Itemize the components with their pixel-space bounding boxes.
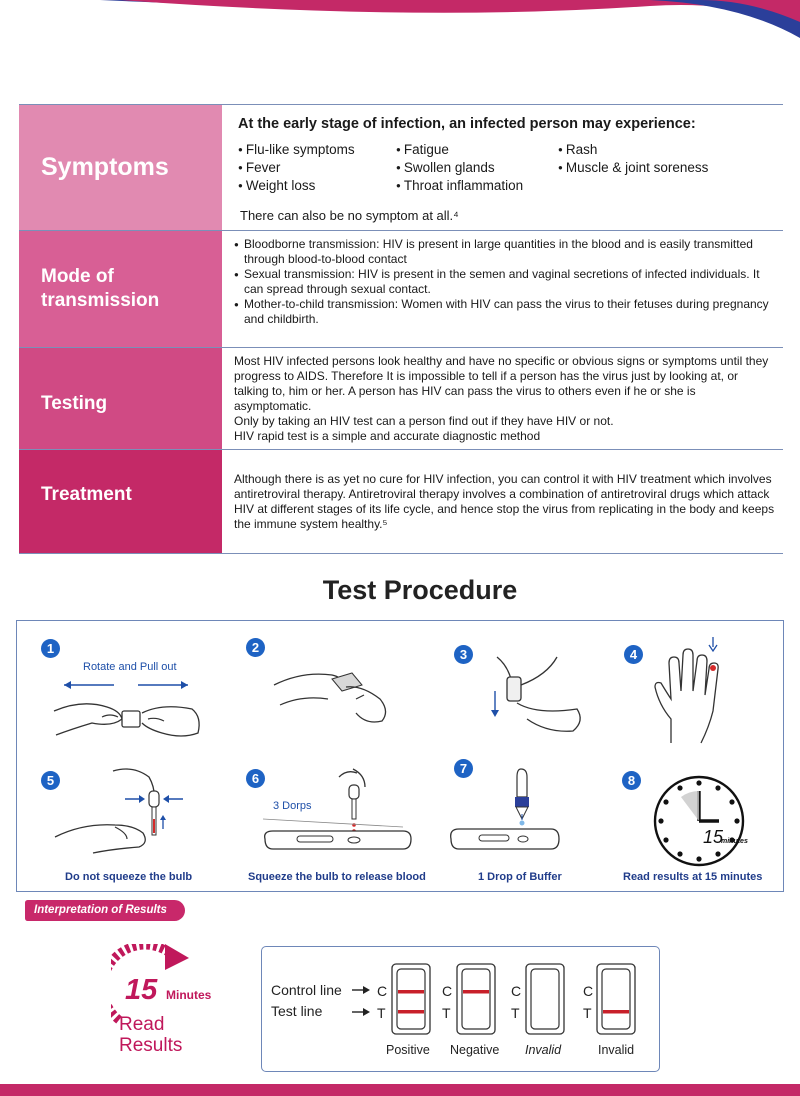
symptom-item: ● Fatigue — [396, 141, 558, 158]
c-letter: C — [377, 983, 388, 999]
step7-buffer-illustration — [445, 767, 565, 859]
c-letter: C — [583, 983, 594, 999]
step-number: 7 — [454, 759, 473, 778]
step-number: 1 — [41, 639, 60, 658]
clock-number: 15 — [703, 827, 724, 847]
invalid-cassette — [525, 963, 565, 1035]
step-number: 4 — [624, 645, 643, 664]
symptoms-footnote: There can also be no symptom at all.⁴ — [240, 208, 459, 223]
treatment-row — [19, 450, 783, 554]
c-letter: C — [442, 983, 453, 999]
step6-apply-blood-illustration — [253, 767, 413, 859]
testing-body — [222, 348, 783, 449]
step1-rotate-pull-illustration — [52, 673, 212, 745]
read-minutes-number: 15 — [125, 974, 158, 1006]
testing-row — [19, 348, 783, 450]
step-number: 5 — [41, 771, 60, 790]
step1-label: Rotate and Pull out — [83, 661, 177, 673]
symptom-item: ● Throat inflammation — [396, 177, 558, 194]
pointer-arrows — [350, 983, 374, 1023]
negative-cassette — [456, 963, 496, 1035]
symptoms-body — [222, 105, 783, 230]
symptoms-row — [19, 105, 783, 231]
mode-label-line2: transmission — [41, 290, 160, 311]
t-letter: T — [377, 1005, 386, 1021]
result-caption-invalid: Invalid — [525, 1043, 562, 1057]
procedure-title: Test Procedure — [322, 575, 518, 605]
testing-label: Testing — [19, 348, 222, 449]
mode-bullet: ● Mother-to-child transmission: Women with HIV can pass the virus to their fetuses during pregnancy and childbirth. — [234, 297, 775, 327]
read-text-line2: Results — [119, 1035, 183, 1056]
c-letter: C — [511, 983, 522, 999]
clock-unit: minutes — [721, 838, 748, 845]
symptoms-label: Symptoms — [19, 105, 222, 230]
mode-bullet: ● Bloodborne transmission: HIV is present in large quantities in the blood and is easily transmitted through blood-to-blood contact — [234, 237, 775, 267]
result-caption-negative: Negative — [450, 1043, 500, 1057]
testing-paragraph: Most HIV infected persons look healthy and have no specific or obvious signs or symptoms until they progress to AIDS. Therefore It is impossible to tell if a person has the virus just by looking at, or talking to, him or her. A person has HIV can pass the virus to others even if he or she is asymptomatic. — [234, 354, 769, 413]
positive-cassette — [391, 963, 431, 1035]
step-number: 2 — [246, 638, 265, 657]
symptom-item: ● Fever — [238, 159, 396, 176]
symptom-item: ● Muscle & joint soreness — [558, 159, 728, 176]
read-results-text — [119, 1014, 182, 1056]
t-letter: T — [583, 1005, 592, 1021]
result-caption-positive: Positive — [386, 1043, 430, 1057]
testing-paragraph: Only by taking an HIV test can a person find out if they have HIV or not. — [234, 414, 614, 428]
t-letter: T — [442, 1005, 451, 1021]
step-number: 3 — [454, 645, 473, 664]
bottom-bar — [0, 1084, 800, 1096]
step4-finger-prick-illustration — [651, 635, 731, 747]
procedure-box — [16, 620, 784, 892]
result-caption-invalid: Invalid — [598, 1043, 635, 1057]
step6-label: 3 Dorps — [273, 800, 312, 812]
read-results-block — [107, 944, 237, 1064]
mode-label — [19, 231, 222, 347]
symptoms-heading: At the early stage of infection, an infected person may experience: — [238, 116, 696, 132]
step3-lancet-illustration — [477, 655, 587, 737]
t-letter: T — [511, 1005, 520, 1021]
mode-label-line1: Mode of — [41, 266, 114, 287]
mode-row — [19, 231, 783, 348]
treatment-body — [222, 450, 783, 553]
step6-caption: Squeeze the bulb to release blood — [248, 871, 426, 883]
step-number: 8 — [622, 771, 641, 790]
step8-caption: Read results at 15 minutes — [623, 871, 763, 883]
read-minutes-unit: Minutes — [166, 988, 212, 1002]
control-line-label: Control line — [271, 982, 342, 998]
treatment-label: Treatment — [19, 450, 222, 553]
step5-caption: Do not squeeze the bulb — [65, 871, 193, 883]
test-line-label: Test line — [271, 1003, 323, 1019]
interpretation-tab: Interpretation of Results — [25, 900, 185, 921]
invalid-cassette — [596, 963, 636, 1035]
top-wave-decoration — [0, 0, 800, 40]
treatment-paragraph: Although there is as yet no cure for HIV infection, you can control it with HIV treatment which involves antiretroviral therapy. Antiretroviral therapy involves a combination of antiretroviral drugs which attack HIV at different stages of its life cycle, and hence stop the virus from replicating in the body and keeps the immune system healthy.⁵ — [234, 472, 775, 531]
step2-open-pouch-illustration — [272, 655, 402, 731]
symptom-item: ● Weight loss — [238, 177, 396, 194]
symptoms-list — [238, 141, 775, 194]
symptom-item: ● Swollen glands — [396, 159, 558, 176]
symptom-item: ● Rash — [558, 141, 728, 158]
step-number: 6 — [246, 769, 265, 788]
testing-paragraph: HIV rapid test is a simple and accurate diagnostic method — [234, 429, 541, 443]
results-box — [261, 946, 660, 1072]
mode-body — [222, 231, 783, 347]
step7-caption: 1 Drop of Buffer — [478, 871, 562, 883]
read-text-line1: Read — [119, 1014, 165, 1035]
info-table — [19, 104, 783, 554]
mode-bullet: ● Sexual transmission: HIV is present in the semen and vaginal secretions of infected individuals. It can spread through sexual contact. — [234, 267, 775, 297]
step8-clock-illustration — [649, 773, 749, 869]
symptom-item: ● Flu-like symptoms — [238, 141, 396, 158]
step5-collect-blood-illustration — [53, 763, 218, 859]
